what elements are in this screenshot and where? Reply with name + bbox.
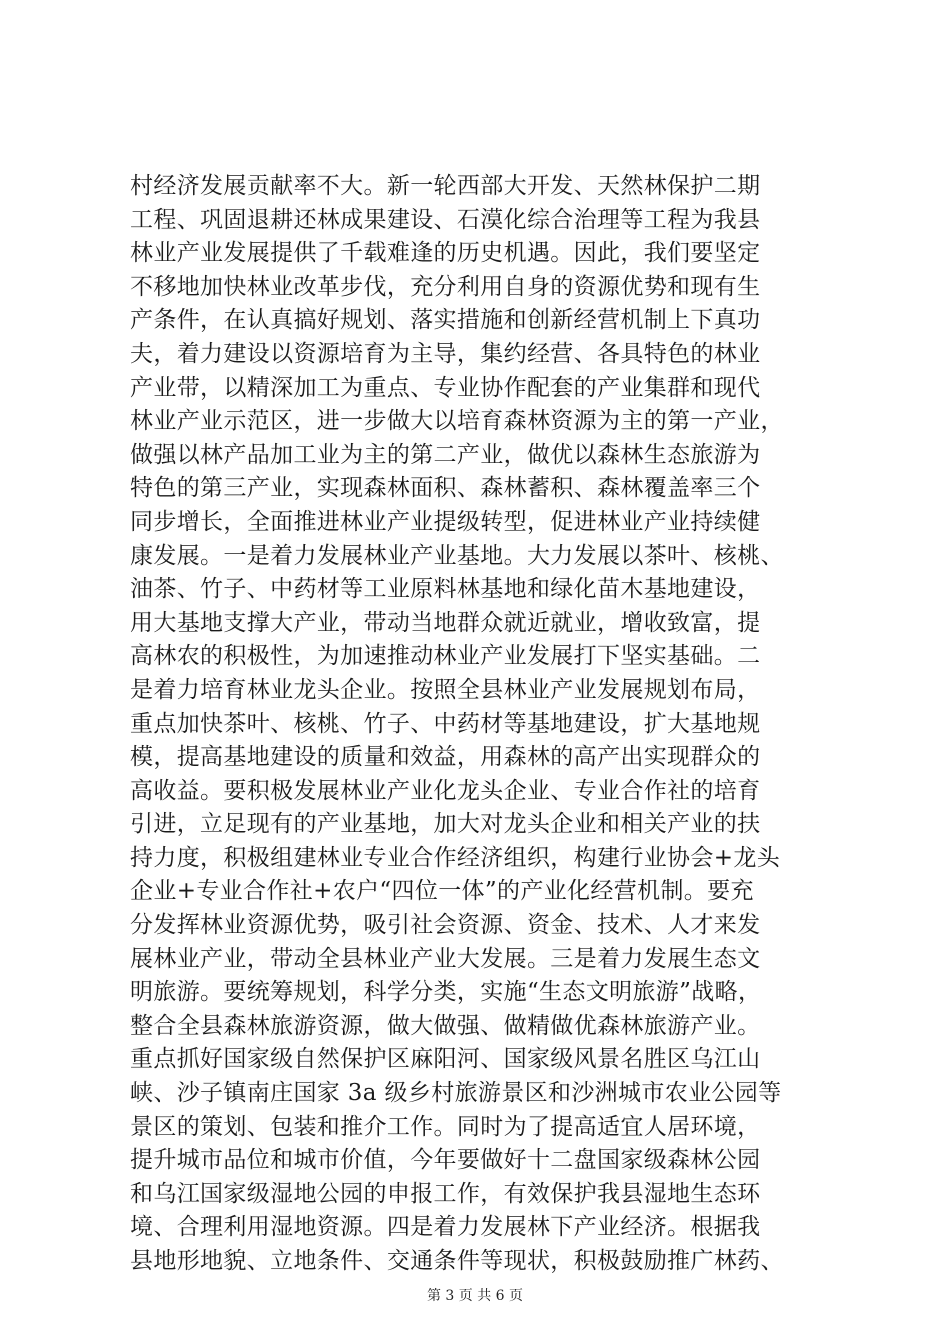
text-line: 产业带，以精深加工为重点、专业协作配套的产业集群和现代 [130, 374, 761, 401]
text-line: 展林业产业，带动全县林业产业大发展。三是着力发展生态文 [130, 945, 761, 972]
text-line: 特色的第三产业，实现森林面积、森林蓄积、森林覆盖率三个 [130, 475, 761, 502]
text-line: 康发展。一是着力发展林业产业基地。大力发展以茶叶、核桃、 [130, 542, 784, 569]
text-line: 模，提高基地建设的质量和效益，用森林的高产出实现群众的 [130, 744, 761, 771]
text-line: 引进，立足现有的产业基地，加大对龙头企业和相关产业的扶 [130, 811, 761, 838]
text-line: 峡、沙子镇南庄国家 3a 级乡村旅游景区和沙洲城市农业公园等 [130, 1080, 782, 1107]
page-number-footer: 第 3 页 共 6 页 [426, 1288, 524, 1304]
text-line: 分发挥林业资源优势，吸引社会资源、资金、技术、人才来发 [130, 912, 761, 939]
text-line: 明旅游。要统筹规划，科学分类，实施“生态文明旅游”战略， [130, 979, 762, 1006]
text-line: 村经济发展贡献率不大。新一轮西部大开发、天然林保护二期 [130, 173, 761, 199]
text-line: 夫，着力建设以资源培育为主导，集约经营、各具特色的林业 [130, 340, 761, 367]
text-line: 油茶、竹子、中药材等工业原料林基地和绿化苗木基地建设， [130, 576, 761, 603]
text-line: 重点抓好国家级自然保护区麻阳河、国家级风景名胜区乌江山 [130, 1046, 761, 1073]
text-line: 林业产业示范区，进一步做大以培育森林资源为主的第一产业， [130, 408, 784, 435]
text-line: 林业产业发展提供了千载难逢的历史机遇。因此，我们要坚定 [130, 240, 761, 267]
text-line: 同步增长，全面推进林业产业提级转型，促进林业产业持续健 [130, 508, 761, 535]
text-line: 不移地加快林业改革步伐，充分利用自身的资源优势和现有生 [130, 273, 761, 300]
text-line: 做强以林产品加工业为主的第二产业，做优以森林生态旅游为 [130, 441, 761, 468]
text-line: 产条件，在认真搞好规划、落实措施和创新经营机制上下真功 [130, 307, 761, 334]
text-line: 工程、巩固退耕还林成果建设、石漠化综合治理等工程为我县 [130, 206, 761, 233]
text-line: 境、合理利用湿地资源。四是着力发展林下产业经济。根据我 [130, 1214, 761, 1241]
text-line: 县地形地貌、立地条件、交通条件等现状，积极鼓励推广林药、 [130, 1248, 784, 1274]
text-line: 用大基地支撑大产业，带动当地群众就近就业，增收致富，提 [130, 609, 761, 636]
text-line: 重点加快茶叶、核桃、竹子、中药材等基地建设，扩大基地规 [130, 710, 761, 737]
text-line: 高收益。要积极发展林业产业化龙头企业、专业合作社的培育 [130, 777, 761, 804]
text-line: 景区的策划、包装和推介工作。同时为了提高适宜人居环境， [130, 1113, 761, 1140]
text-line: 持力度，积极组建林业专业合作经济组织，构建行业协会+龙头 [130, 844, 781, 871]
text-line: 高林农的积极性，为加速推动林业产业发展打下坚实基础。二 [130, 643, 761, 670]
text-line: 企业+专业合作社+农户“四位一体”的产业化经营机制。要充 [130, 878, 754, 905]
body-paragraph [130, 170, 850, 1279]
text-line: 整合全县森林旅游资源，做大做强、做精做优森林旅游产业。 [130, 1012, 761, 1039]
text-line: 和乌江国家级湿地公园的申报工作，有效保护我县湿地生态环 [130, 1180, 761, 1207]
text-line: 提升城市品位和城市价值，今年要做好十二盘国家级森林公园 [130, 1147, 761, 1174]
text-line: 是着力培育林业龙头企业。按照全县林业产业发展规划布局， [130, 676, 761, 703]
